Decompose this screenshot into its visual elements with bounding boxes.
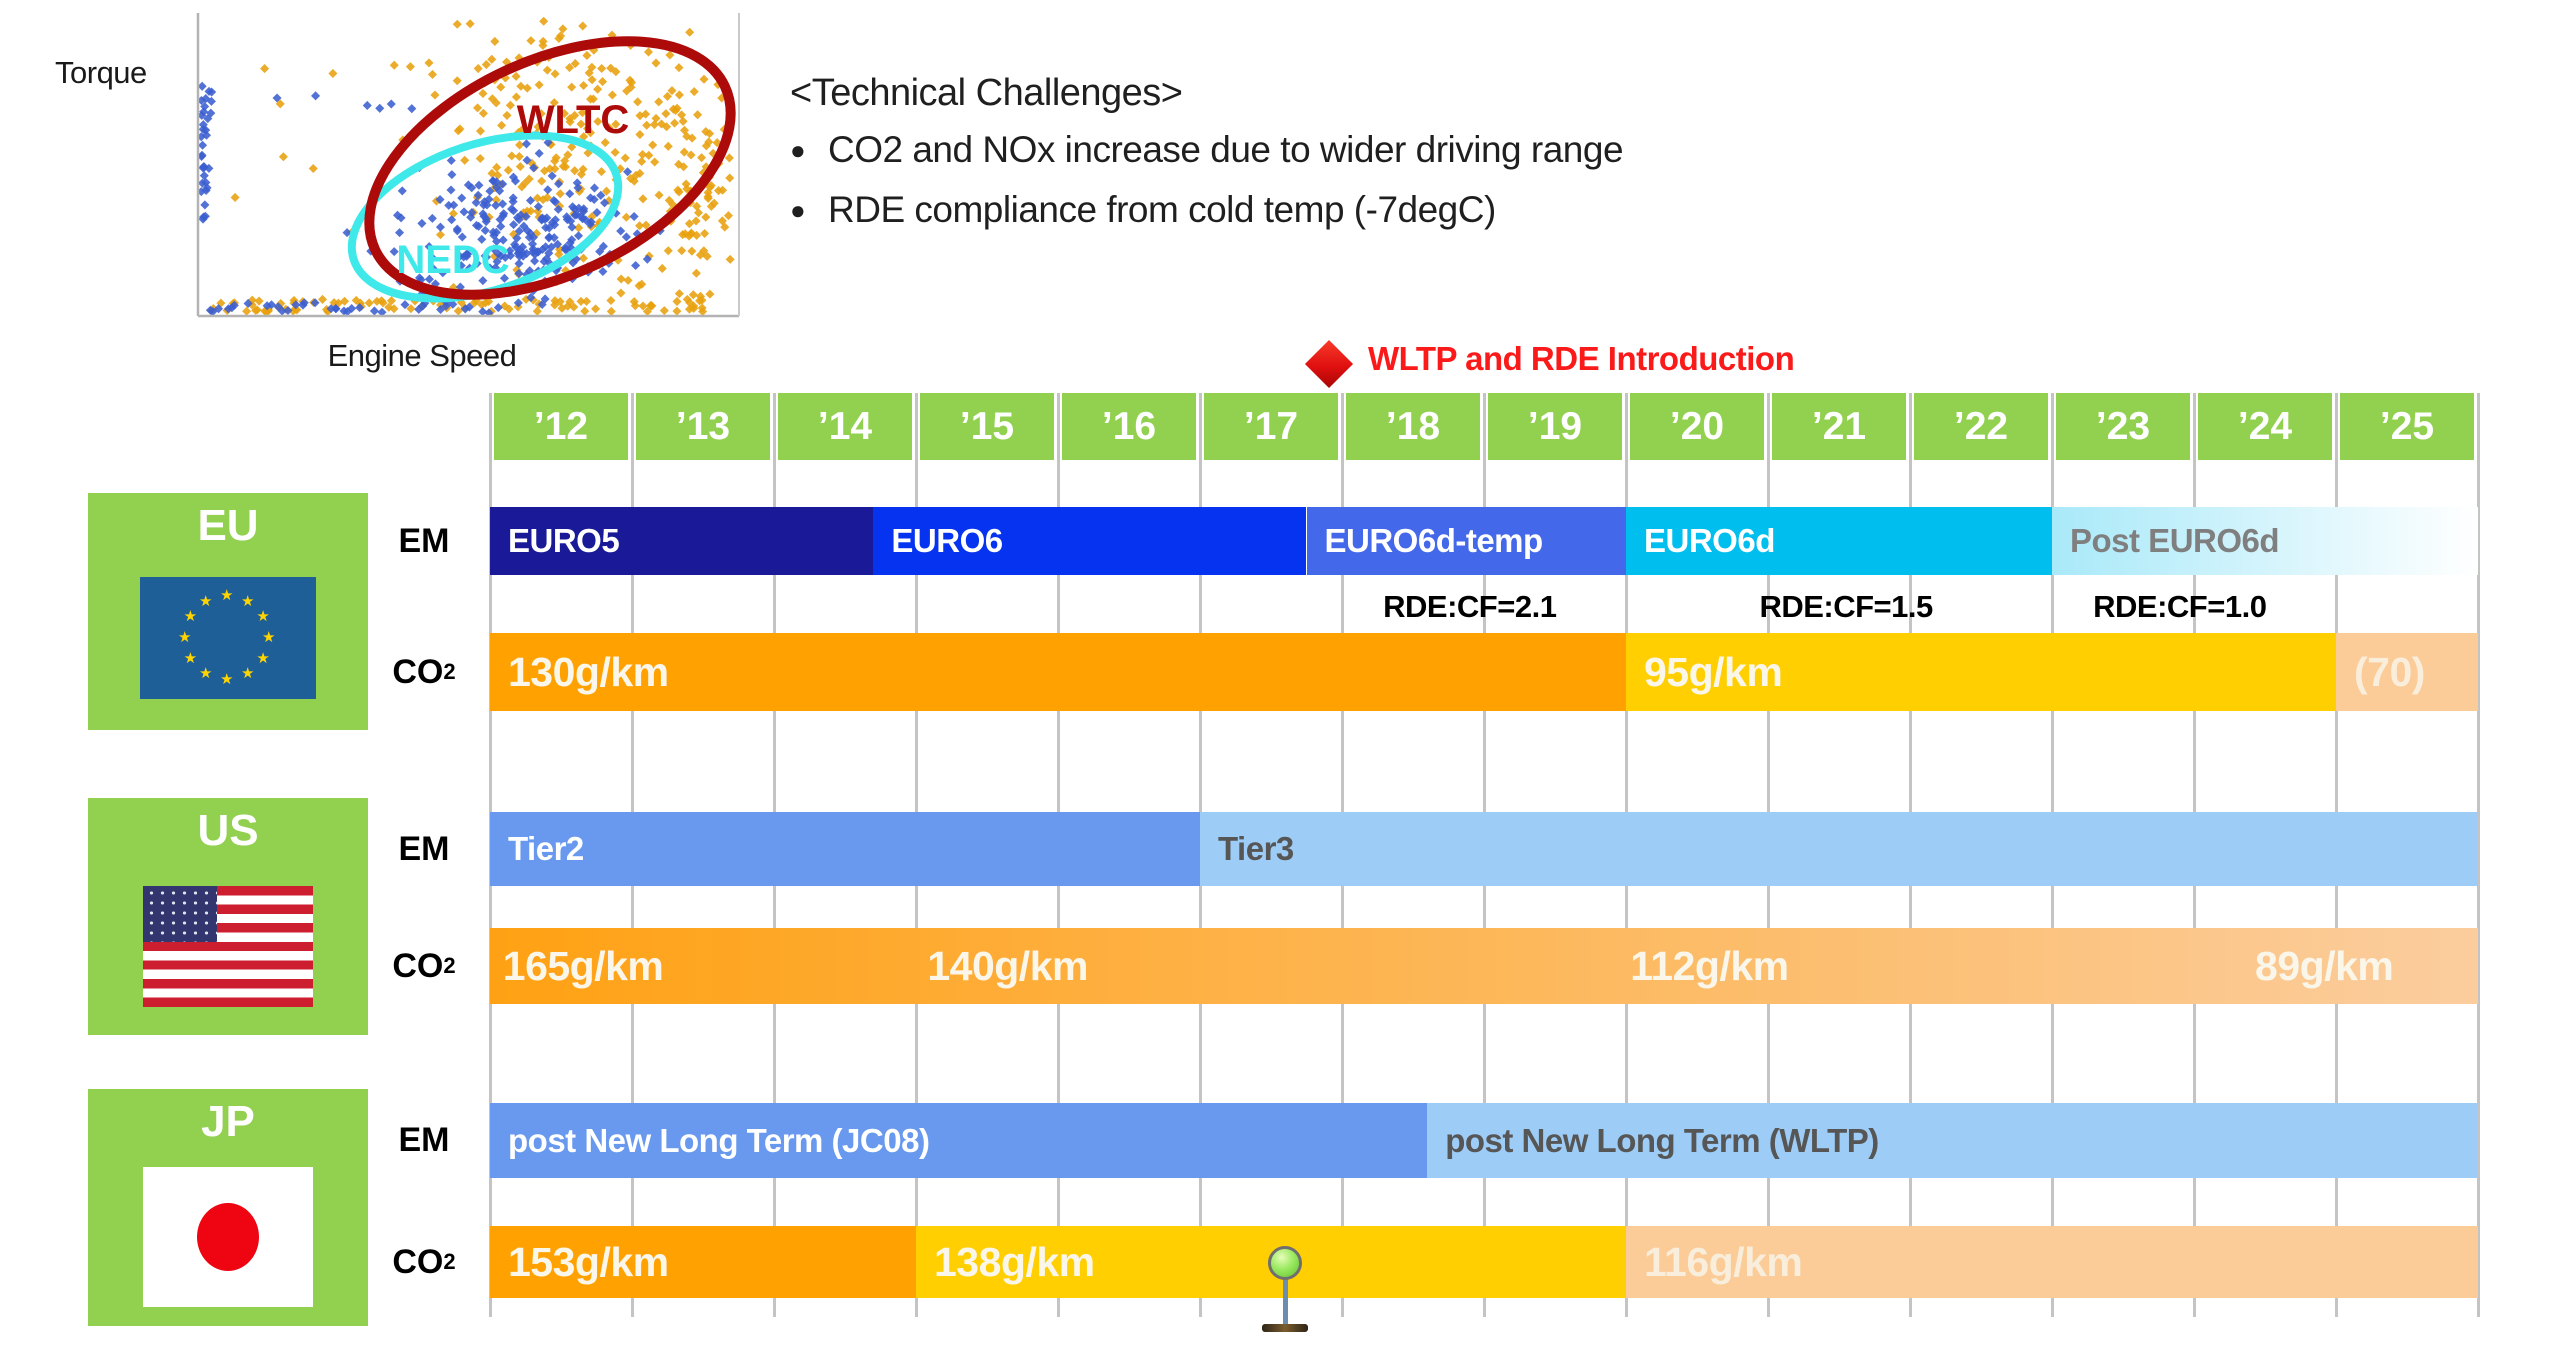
milestone-label: WLTP and RDE Introduction — [1368, 340, 1795, 377]
eu-star-icon: ★ — [178, 629, 192, 646]
row-label-em: EM — [398, 829, 450, 868]
year-header-cell: ’14 — [778, 393, 912, 460]
year-header-cell: ’19 — [1488, 393, 1622, 460]
bar-segment-label: 138g/km — [934, 1238, 1095, 1285]
challenge-bullet — [790, 189, 1623, 231]
eu-star-icon: ★ — [262, 629, 276, 646]
region-box-us — [88, 798, 368, 1035]
bar-segment — [490, 1226, 916, 1298]
year-header-cell: ’22 — [1914, 393, 2048, 460]
bar-segment-label: 95g/km — [1644, 648, 1783, 695]
jp-flag — [143, 1167, 313, 1307]
bar-segment-label: EURO6 — [891, 522, 1003, 559]
eu-star-icon: ★ — [256, 608, 270, 625]
co2-inline-label: 112g/km — [1630, 942, 1789, 989]
year-header-cell: ’13 — [636, 393, 770, 460]
year-header-cell: ’17 — [1204, 393, 1338, 460]
bar-segment — [490, 633, 1626, 711]
eu-star-icon: ★ — [241, 665, 255, 683]
technical-challenges-title: <Technical Challenges> — [790, 72, 1183, 114]
bullet-icon: ● — [790, 135, 806, 165]
year-header-cell: ’24 — [2198, 393, 2332, 460]
co2-subscript: 2 — [443, 1249, 456, 1274]
bar-segment-label: Post EURO6d — [2070, 522, 2280, 559]
bar-segment — [1626, 1226, 2478, 1298]
bar-segment-label: (70) — [2354, 648, 2425, 695]
region-code-label: US — [197, 806, 259, 855]
bar-segment — [873, 507, 1306, 575]
row-label-em: EM — [398, 1121, 450, 1159]
eu-star-icon: ★ — [183, 608, 198, 625]
region-box-jp — [88, 1089, 368, 1326]
pin-marker-base — [1262, 1324, 1308, 1332]
pin-marker-icon — [1268, 1246, 1302, 1280]
bar-segment — [1626, 633, 2336, 711]
year-header-cell: ’20 — [1630, 393, 1764, 460]
bar-segment-label: EURO6d — [1644, 522, 1775, 559]
bar-segment-label: EURO5 — [508, 522, 620, 559]
row-label-co2: CO 2 — [392, 652, 456, 691]
bar-segment — [2052, 507, 2478, 575]
eu-star-icon: ★ — [199, 592, 213, 610]
eu-star-icon: ★ — [220, 671, 234, 688]
bar-segment-label: post New Long Term (WLTP) — [1445, 1121, 1879, 1159]
us-flag — [143, 886, 313, 1007]
bullet-icon: ● — [790, 195, 806, 225]
region-code-label: EU — [197, 501, 259, 550]
co2-subscript: 2 — [443, 953, 456, 978]
engine-speed-axis-label: Engine Speed — [327, 338, 517, 373]
rde-annotation: RDE:CF=1.5 — [1759, 589, 1933, 624]
wltc-label: WLTC — [516, 98, 630, 142]
year-header-cell: ’15 — [920, 393, 1054, 460]
bar-segment-label: Tier3 — [1218, 830, 1294, 867]
row-label-co2: CO 2 — [392, 1242, 456, 1281]
bar-segment-label: Tier2 — [508, 830, 584, 867]
bar-segment — [490, 507, 873, 575]
bar-segment-label: 153g/km — [508, 1238, 669, 1285]
eu-star-icon: ★ — [256, 650, 270, 667]
jp-flag-sun-icon — [197, 1203, 259, 1271]
rde-annotation: RDE:CF=1.0 — [2093, 589, 2267, 624]
region-box-eu — [88, 493, 368, 730]
challenge-bullet — [790, 129, 1624, 171]
technical-challenges — [790, 72, 1623, 249]
co2-inline-label: 89g/km — [2255, 942, 2394, 989]
row-label-co2: CO 2 — [392, 946, 456, 985]
region-code-label: JP — [201, 1097, 255, 1146]
co2-inline-label: 165g/km — [502, 942, 664, 989]
bar-segment — [490, 812, 1200, 886]
row-label-em: EM — [398, 521, 450, 560]
bar-segment-label: 116g/km — [1644, 1238, 1803, 1285]
milestone-diamond-icon — [1305, 340, 1353, 388]
bar-segment — [490, 928, 2478, 1004]
co2-inline-label: 140g/km — [927, 942, 1088, 989]
bar-segment — [1626, 507, 2052, 575]
year-header-cell: ’21 — [1772, 393, 1906, 460]
rde-annotation: RDE:CF=2.1 — [1383, 589, 1557, 624]
year-header-cell: ’23 — [2056, 393, 2190, 460]
bar-segment — [2336, 633, 2478, 711]
year-header-cell: ’16 — [1062, 393, 1196, 460]
eu-flag — [140, 577, 316, 699]
year-header-cell: ’18 — [1346, 393, 1480, 460]
bar-segment-label: EURO6d-temp — [1324, 522, 1543, 559]
co2-subscript: 2 — [443, 659, 456, 684]
bar-segment — [1307, 507, 1627, 575]
bar-segment — [1427, 1103, 2478, 1178]
torque-axis-label: Torque — [55, 55, 147, 90]
challenge-bullet-text: RDE compliance from cold temp (-7degC) — [828, 189, 1496, 230]
year-header-cell: ’25 — [2340, 393, 2474, 460]
eu-star-icon: ★ — [220, 587, 234, 604]
bar-segment-label: post New Long Term (JC08) — [508, 1121, 930, 1159]
nedc-label: NEDC — [396, 238, 510, 282]
us-flag-canton — [143, 886, 217, 942]
eu-star-icon: ★ — [199, 665, 213, 683]
challenge-bullet-text: CO2 and NOx increase due to wider driving range — [828, 129, 1624, 170]
year-header-cell: ’12 — [494, 393, 628, 460]
eu-star-icon: ★ — [241, 592, 255, 610]
bar-segment-label: 130g/km — [508, 648, 669, 695]
eu-star-icon: ★ — [183, 650, 198, 667]
bar-segment — [490, 1103, 1427, 1178]
bar-segment — [1200, 812, 2478, 886]
